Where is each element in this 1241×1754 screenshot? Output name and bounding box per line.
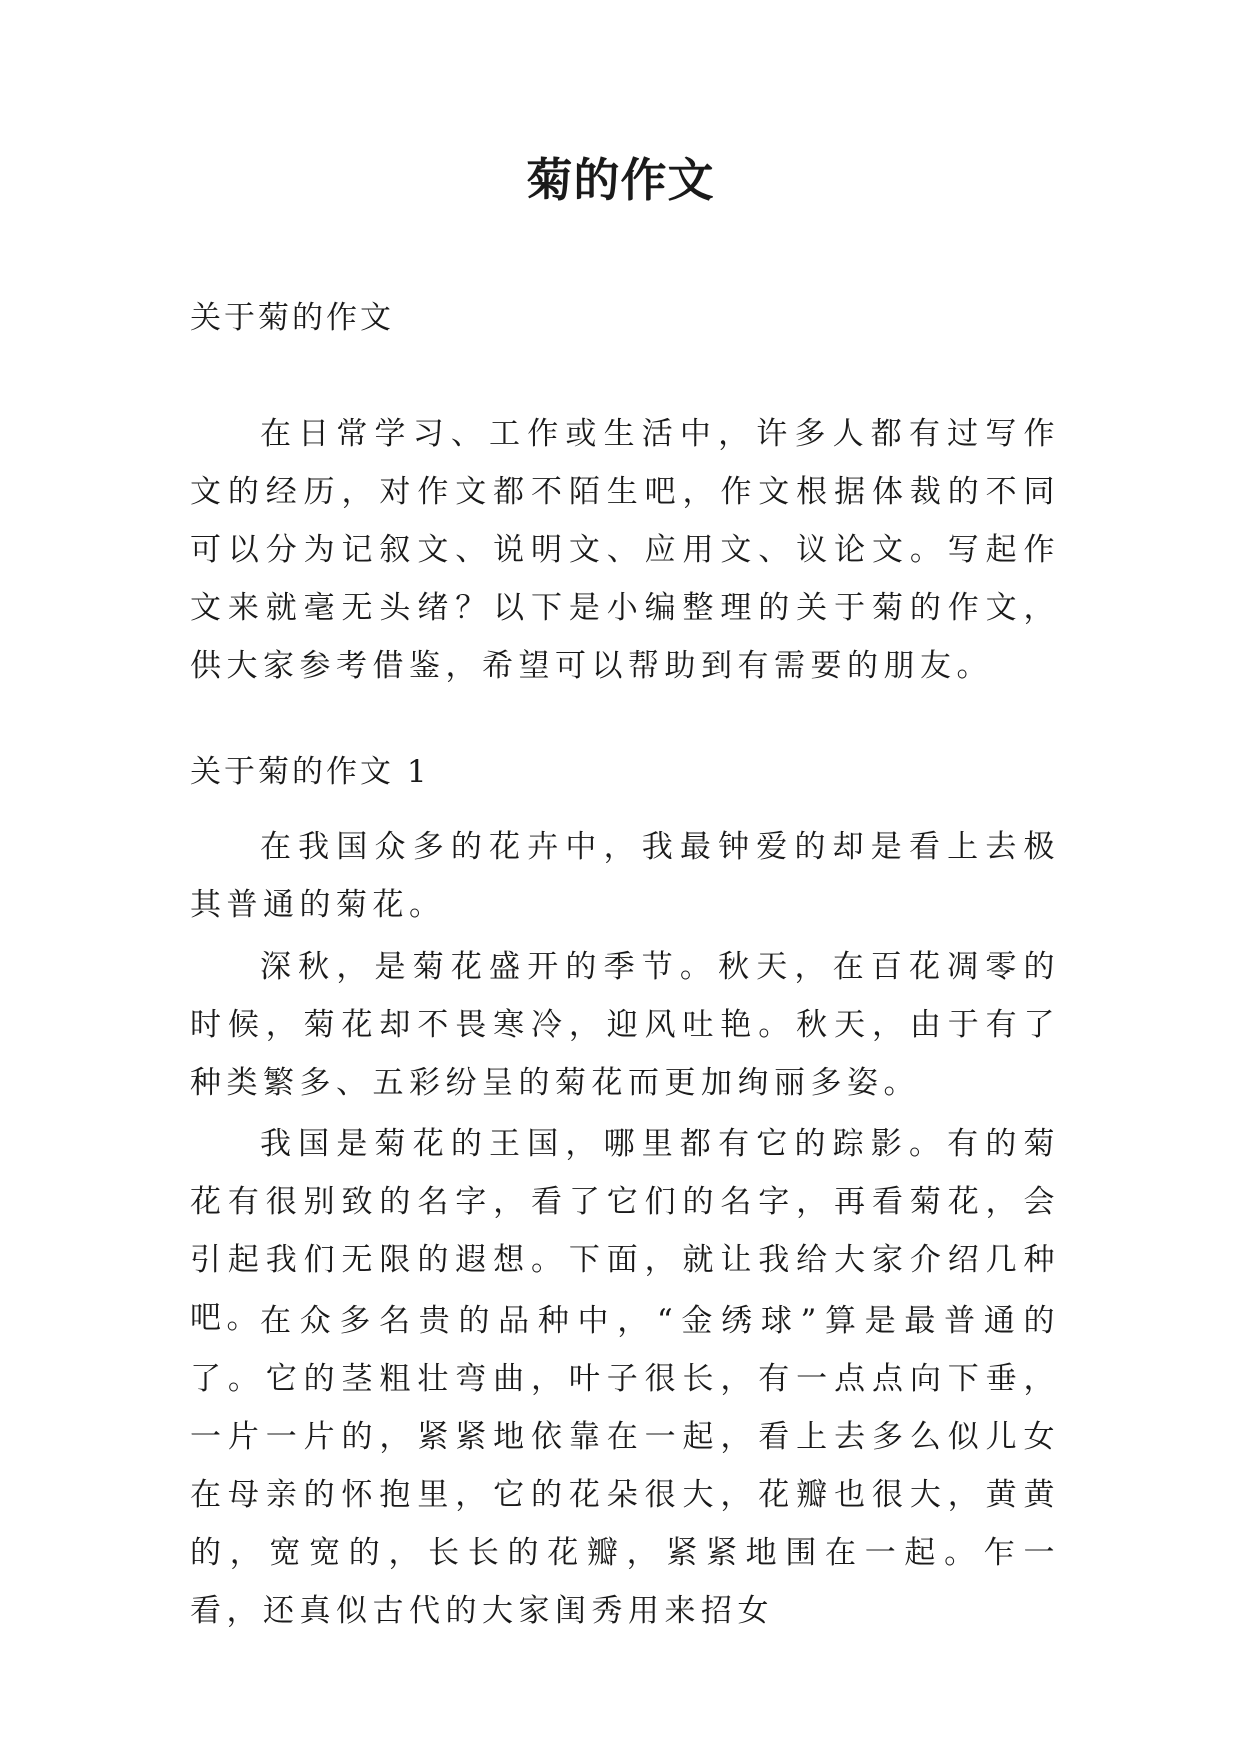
section-paragraph-3: 我国是菊花的王国，哪里都有它的踪影。有的菊花有很别致的名字，看了它们的名字，再看菊花，会引起我们无限的遐想。下面，就让我给大家介绍几种吧。 [190, 1126, 1060, 1336]
section-heading: 关于菊的作文 1 [190, 754, 430, 790]
document-title: 菊的作文 [526, 153, 715, 207]
intro-paragraph: 在日常学习、工作或生活中，许多人都有过写作文的经历，对作文都不陌生吧，作文根据体裁的不同可以分为记叙文、说明文、应用文、议论文。写起作文来就毫无头绪？以下是小编整理的关于菊的作文，供大家参考借鉴，希望可以帮助到有需要的朋友。 [190, 416, 1060, 684]
section-paragraph-2: 深秋，是菊花盛开的季节。秋天，在百花凋零的时候，菊花却不畏寒冷，迎风吐艳。秋天，由于有了种类繁多、五彩纷呈的菊花而更加绚丽多姿。 [190, 949, 1060, 1101]
document-subtitle: 关于菊的作文 [190, 300, 394, 336]
section-paragraph-4: 在众多名贵的品种中，“金绣球”算是最普通的了。它的茎粗壮弯曲，叶子很长，有一点点向下垂，一片一片的，紧紧地依靠在一起，看上去多么似儿女在母亲的怀抱里，它的花朵很大，花瓣也很大，黄黄的，宽宽的，长长的花瓣，紧紧地围在一起。乍一看，还真似古代的大家闺秀用来招女 [190, 1303, 1060, 1629]
section-paragraph-1: 在我国众多的花卉中，我最钟爱的却是看上去极其普通的菊花。 [190, 829, 1060, 923]
